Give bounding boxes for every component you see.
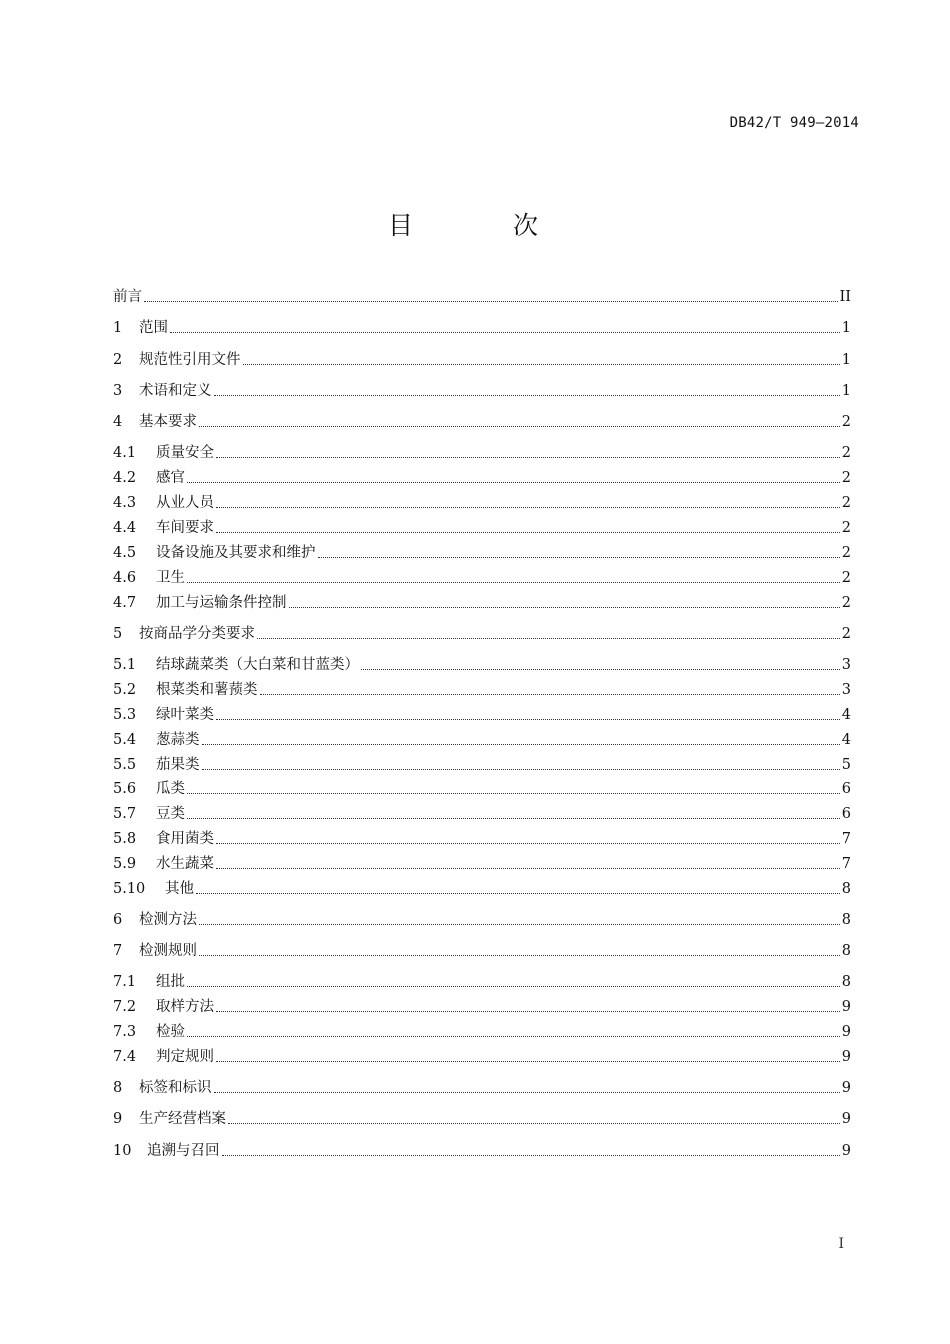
toc-entry-page: 2 (841, 470, 851, 486)
toc-entry[interactable] (113, 492, 851, 514)
toc-dot-leader (199, 955, 840, 956)
toc-entry[interactable] (113, 803, 851, 825)
toc-entry-page: 9 (841, 1049, 851, 1065)
toc-entry-number: 5.8 (113, 831, 137, 847)
toc-entry-page: 9 (841, 999, 851, 1015)
toc-entry-label: 车间要求 (156, 520, 214, 536)
toc-entry[interactable] (113, 679, 851, 701)
toc-entry[interactable] (113, 1108, 851, 1130)
toc-entry-label: 设备设施及其要求和维护 (156, 545, 316, 561)
toc-entry-page: 6 (841, 806, 851, 822)
toc-entry-label: 感官 (156, 470, 185, 486)
toc-entry[interactable] (113, 754, 851, 776)
toc-dot-leader (170, 332, 840, 333)
toc-entry[interactable] (113, 729, 851, 751)
toc-entry-number: 5.2 (113, 682, 137, 698)
toc-dot-leader (187, 986, 840, 987)
toc-entry[interactable] (113, 828, 851, 850)
toc-entry-page: 3 (841, 682, 851, 698)
toc-entry-label: 绿叶菜类 (156, 707, 214, 723)
toc-entry-label: 从业人员 (156, 495, 214, 511)
toc-entry[interactable] (113, 1046, 851, 1068)
toc-entry-number: 4.1 (113, 445, 137, 461)
toc-dot-leader (196, 893, 840, 894)
toc-entry-label: 食用菌类 (156, 831, 214, 847)
document-code: DB42/T 949—2014 (729, 115, 859, 131)
toc-entry-page: 4 (841, 707, 851, 723)
toc-entry-number: 4.5 (113, 545, 137, 561)
toc-entry[interactable] (113, 442, 851, 464)
toc-entry-label: 结球蔬菜类（大白菜和甘蓝类） (156, 657, 359, 673)
toc-entry-number: 2 (113, 352, 123, 368)
toc-entry-number: 5.4 (113, 732, 137, 748)
toc-dot-leader (199, 426, 840, 427)
toc-dot-leader (216, 507, 840, 508)
toc-entry-page: 1 (841, 320, 851, 336)
toc-entry-page: 3 (841, 657, 851, 673)
toc-dot-leader (187, 793, 840, 794)
toc-entry-label: 水生蔬菜 (156, 856, 214, 872)
toc-entry[interactable] (113, 592, 851, 614)
toc-entry-label: 根菜类和薯蓣类 (156, 682, 258, 698)
toc-entry-page: 8 (841, 974, 851, 990)
toc-dot-leader (257, 638, 840, 639)
toc-entry[interactable] (113, 996, 851, 1018)
toc-entry[interactable] (113, 971, 851, 993)
toc-entry[interactable] (113, 878, 851, 900)
toc-entry-label: 按商品学分类要求 (139, 626, 255, 642)
toc-entry-label: 取样方法 (156, 999, 214, 1015)
toc-entry[interactable] (113, 940, 851, 962)
toc-dot-leader (187, 1036, 840, 1037)
toc-entry-label: 标签和标识 (139, 1080, 212, 1096)
toc-entry-page: 2 (841, 495, 851, 511)
toc-entry[interactable] (113, 778, 851, 800)
toc-entry-label: 其他 (165, 881, 194, 897)
toc-entry-label: 追溯与召回 (147, 1143, 220, 1159)
toc-entry-page: 2 (841, 626, 851, 642)
toc-dot-leader (216, 868, 840, 869)
toc-entry-label: 基本要求 (139, 414, 197, 430)
toc-entry[interactable] (113, 317, 851, 339)
toc-entry-page: 2 (841, 545, 851, 561)
toc-entry-number: 7.3 (113, 1024, 137, 1040)
toc-entry-page: 6 (841, 781, 851, 797)
toc-entry-number: 5.9 (113, 856, 137, 872)
toc-entry-number: 5.10 (113, 881, 146, 897)
toc-entry-number: 7.4 (113, 1049, 137, 1065)
toc-entry-number: 5.7 (113, 806, 137, 822)
toc-entry-page: 4 (841, 732, 851, 748)
toc-entry-page: 1 (841, 383, 851, 399)
toc-entry-label: 质量安全 (156, 445, 214, 461)
toc-dot-leader (216, 843, 840, 844)
toc-entry[interactable] (113, 909, 851, 931)
toc-entry-number: 5.3 (113, 707, 137, 723)
toc-entry-number: 5.5 (113, 757, 137, 773)
toc-dot-leader (260, 694, 840, 695)
toc-dot-leader (216, 719, 840, 720)
toc-entry-number: 5 (113, 626, 123, 642)
toc-entry-page: 8 (841, 943, 851, 959)
toc-dot-leader (216, 457, 840, 458)
toc-entry-label: 判定规则 (156, 1049, 214, 1065)
toc-entry-page: 1 (841, 352, 851, 368)
toc-entry[interactable] (113, 380, 851, 402)
toc-entry[interactable] (113, 1077, 851, 1099)
toc-entry[interactable] (113, 542, 851, 564)
toc-entry[interactable] (113, 704, 851, 726)
toc-entry[interactable] (113, 623, 851, 645)
toc-entry[interactable] (113, 567, 851, 589)
toc-entry-label: 葱蒜类 (156, 732, 200, 748)
toc-entry-label: 检测规则 (139, 943, 197, 959)
toc-entry-label: 术语和定义 (139, 383, 212, 399)
toc-dot-leader (199, 924, 840, 925)
toc-entry-number: 1 (113, 320, 123, 336)
toc-dot-leader (187, 818, 840, 819)
toc-entry-number: 4.4 (113, 520, 137, 536)
toc-entry-number: 7 (113, 943, 123, 959)
toc-entry-label: 卫生 (156, 570, 185, 586)
toc-entry-page: 2 (841, 570, 851, 586)
toc-entry[interactable] (113, 517, 851, 539)
toc-dot-leader (318, 557, 840, 558)
toc-dot-leader (289, 607, 840, 608)
toc-entry[interactable] (113, 654, 851, 676)
toc-entry-number: 6 (113, 912, 123, 928)
toc-entry-label: 生产经营档案 (139, 1111, 226, 1127)
toc-entry-label: 加工与运输条件控制 (156, 595, 287, 611)
toc-entry-number: 10 (113, 1143, 132, 1159)
toc-dot-leader (202, 744, 840, 745)
toc-dot-leader (216, 1061, 840, 1062)
toc-entry-number: 4.2 (113, 470, 137, 486)
toc-dot-leader (216, 532, 840, 533)
toc-entry-page: 9 (841, 1143, 851, 1159)
toc-entry-number: 8 (113, 1080, 123, 1096)
toc-entry[interactable] (113, 349, 851, 371)
toc-entry-page: 2 (841, 445, 851, 461)
toc-entry-page: 8 (841, 912, 851, 928)
toc-entry-number: 4.6 (113, 570, 137, 586)
toc-entry-number: 9 (113, 1111, 123, 1127)
toc-entry-page: 9 (841, 1080, 851, 1096)
toc-entry-label: 范围 (139, 320, 168, 336)
toc-entry-label: 茄果类 (156, 757, 200, 773)
toc-entry[interactable] (113, 467, 851, 489)
toc-entry-number: 4 (113, 414, 123, 430)
toc-entry-page: 9 (841, 1024, 851, 1040)
toc-entry-label: 检验 (156, 1024, 185, 1040)
toc-dot-leader (214, 1092, 840, 1093)
toc-entry-label: 瓜类 (156, 781, 185, 797)
toc-dot-leader (361, 669, 840, 670)
toc-entry[interactable] (113, 1021, 851, 1043)
toc-entry-page: 2 (841, 520, 851, 536)
toc-entry-label: 豆类 (156, 806, 185, 822)
toc-entry-page: II (839, 289, 851, 305)
toc-entry-number: 3 (113, 383, 123, 399)
toc-entry[interactable] (113, 853, 851, 875)
toc-entry-label: 检测方法 (139, 912, 197, 928)
toc-entry-page: 5 (841, 757, 851, 773)
toc-dot-leader (202, 769, 840, 770)
toc-title: 目 次 (388, 211, 584, 240)
toc-dot-leader (243, 364, 840, 365)
toc-entry-label: 前言 (113, 289, 142, 305)
toc-entry-label: 组批 (156, 974, 185, 990)
toc-entry[interactable] (113, 411, 851, 433)
toc-dot-leader (216, 1011, 840, 1012)
toc-entry-page: 7 (841, 831, 851, 847)
toc-entry-number: 4.3 (113, 495, 137, 511)
toc-entry-number: 5.6 (113, 781, 137, 797)
toc-entry-label: 规范性引用文件 (139, 352, 241, 368)
toc-entry-page: 2 (841, 414, 851, 430)
toc-entry-number: 5.1 (113, 657, 137, 673)
toc-dot-leader (214, 395, 840, 396)
toc-entry-page: 7 (841, 856, 851, 872)
toc-dot-leader (187, 482, 840, 483)
toc-entry-number: 7.2 (113, 999, 137, 1015)
page-number: I (838, 1236, 844, 1252)
toc-dot-leader (228, 1123, 840, 1124)
toc-entry[interactable] (113, 1140, 851, 1162)
toc-entry-number: 7.1 (113, 974, 137, 990)
toc-dot-leader (144, 301, 838, 302)
toc-entry-page: 2 (841, 595, 851, 611)
toc-entry-page: 8 (841, 881, 851, 897)
toc-entry[interactable] (113, 286, 851, 308)
toc-dot-leader (187, 582, 840, 583)
toc-dot-leader (222, 1155, 840, 1156)
toc-entry-number: 4.7 (113, 595, 137, 611)
toc-entry-page: 9 (841, 1111, 851, 1127)
